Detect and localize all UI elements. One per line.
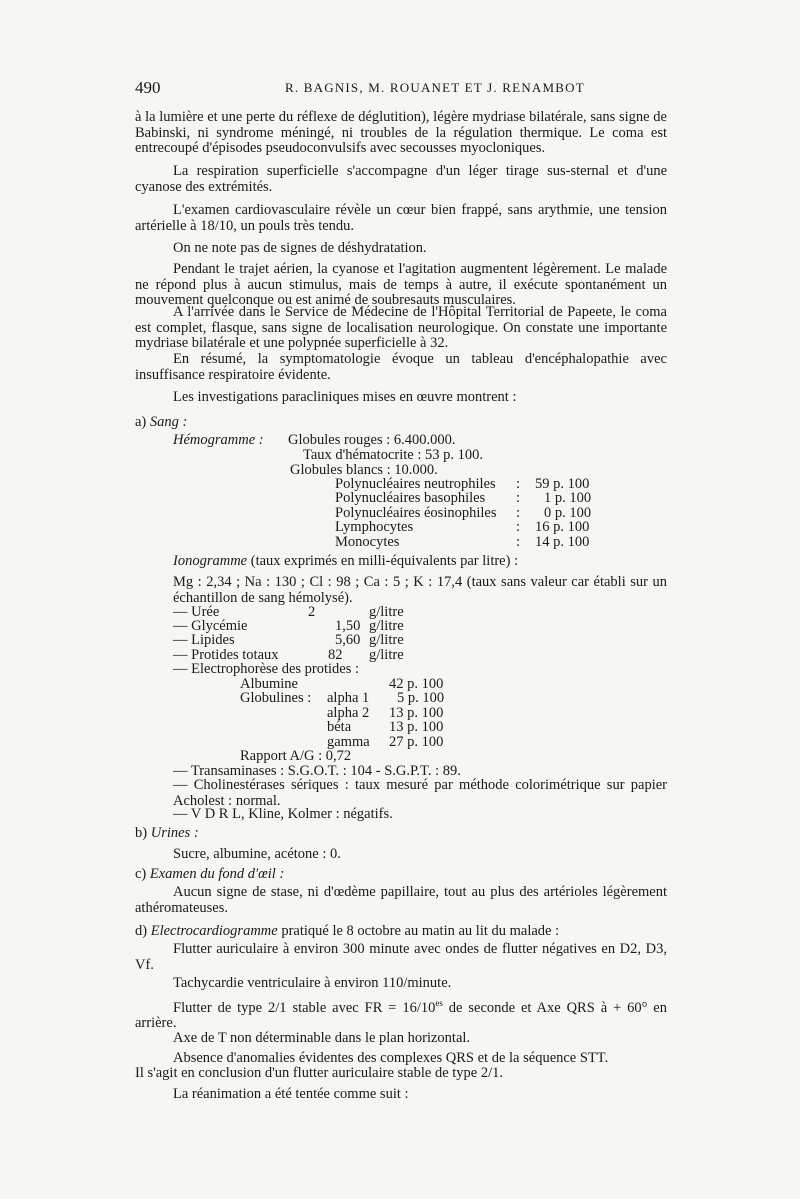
albumine-label: Albumine	[240, 676, 298, 692]
cholinesterases: — Cholinestérases sériques : taux mesuré par méthode colorimétrique sur papier Acholest : normal.	[173, 777, 667, 809]
formule-sep: :	[516, 476, 521, 492]
section-letter: c)	[135, 866, 147, 882]
paragraph-8: Les investigations paracliniques mises en œuvre montrent :	[173, 389, 517, 405]
chimie-unit: g/litre	[369, 618, 404, 634]
chimie-value: 5,60	[335, 632, 361, 648]
page-number: 490	[135, 78, 161, 97]
section-d-heading	[135, 923, 559, 939]
globuline-name: alpha 1	[327, 690, 370, 706]
formule-name: Lymphocytes	[335, 519, 414, 535]
section-letter: a)	[135, 414, 147, 430]
chimie-value: 2	[308, 604, 316, 620]
chimie-value: 82	[328, 647, 343, 663]
globules-rouges: Globules rouges : 6.400.000.	[288, 432, 456, 448]
hematocrite: Taux d'hématocrite : 53 p. 100.	[303, 447, 483, 463]
paragraph-5: Pendant le trajet aérien, la cyanose et l'agitation augmentent légèrement. Le malade ne répond plus à aucun stimulus, mais de temps à autre, il exécute spontanément un mouvement quelconque ou est animé de soubresauts musculaires.	[135, 261, 667, 308]
rapport-ag: Rapport A/G : 0,72	[240, 748, 352, 764]
ionogramme-note: (taux exprimés en milli-équivalents par litre) :	[250, 553, 519, 569]
section-title: Examen du fond d'œil :	[149, 866, 285, 882]
paragraph-1: à la lumière et une perte du réflexe de déglutition), légère mydriase bilatérale, sans signe de Babinski, ni syndrome méningé, ni troubles de la régulation thermique. Le coma est entrecoupé d'épisodes pseudoconvulsifs avec secousses myocloniques.	[135, 109, 667, 156]
running-title: R. BAGNIS, M. ROUANET ET J. RENAMBOT	[285, 80, 585, 95]
chimie-name: — Protides totaux	[173, 647, 279, 663]
globuline-name: béta	[327, 719, 352, 735]
paragraph-7: En résumé, la symptomatologie évoque un tableau d'encéphalopathie avec insuffisance respiratoire évidente.	[135, 351, 667, 383]
chimie-name: — Lipides	[173, 632, 235, 648]
ecg-line-5: Absence d'anomalies évidentes des complexes QRS et de la séquence STT.	[173, 1050, 609, 1066]
formule-name: Polynucléaires neutrophiles	[335, 476, 496, 492]
globuline-name: gamma	[327, 734, 370, 750]
formule-value: 0 p. 100	[544, 505, 592, 521]
paragraph-4: On ne note pas de signes de déshydratation.	[173, 240, 427, 256]
section-letter: d)	[135, 923, 148, 939]
section-title: Sang :	[149, 414, 188, 430]
section-title: Urines :	[150, 825, 199, 841]
chimie-name: — Urée	[173, 604, 220, 620]
formule-value: 59 p. 100	[535, 476, 590, 492]
formule-name: Polynucléaires basophiles	[335, 490, 486, 506]
paragraph-3: L'examen cardiovasculaire révèle un cœur bien frappé, sans arythmie, une tension artérielle à 18/10, un pouls très tendu.	[135, 202, 667, 234]
ecg-line-3a: Flutter de type 2/1 stable avec FR = 16/10	[173, 999, 436, 1016]
formule-value: 14 p. 100	[535, 534, 590, 550]
section-b-heading	[135, 825, 199, 841]
ecg-line-4: Axe de T non déterminable dans le plan horizontal.	[173, 1030, 471, 1046]
ecg-line-2: Tachycardie ventriculaire à environ 110/minute.	[173, 975, 452, 991]
urines-text: Sucre, albumine, acétone : 0.	[173, 846, 341, 862]
ecg-line-3-sup: es	[435, 998, 443, 1008]
section-c-heading	[135, 866, 284, 882]
paragraph-2: La respiration superficielle s'accompagne d'un léger tirage sus-sternal et d'une cyanose des extrémités.	[135, 163, 667, 195]
ecg-line-1: Flutter auriculaire à environ 300 minute avec ondes de flutter négatives en D2, D3, Vf.	[135, 941, 667, 973]
chimie-unit: g/litre	[369, 604, 404, 620]
ionogramme-values: Mg : 2,34 ; Na : 130 ; Cl : 98 ; Ca : 5 ; K : 17,4 (taux sans valeur car établi sur un échantillon de sang hémolysé).	[173, 574, 667, 606]
chimie-value: 1,50	[335, 618, 361, 634]
section-title-rest: pratiqué le 8 octobre au matin au lit du malade :	[281, 923, 560, 939]
globuline-value: 5 p. 100	[397, 690, 445, 706]
ionogramme-heading	[173, 553, 518, 569]
globuline-name: alpha 2	[327, 705, 370, 721]
ecg-line-3	[135, 996, 667, 1032]
section-a-heading	[135, 414, 187, 430]
transaminases: — Transaminases : S.G.O.T. : 104 - S.G.P.T. : 89.	[173, 763, 461, 779]
formule-value: 16 p. 100	[535, 519, 590, 535]
vdrl: — V D R L, Kline, Kolmer : négatifs.	[173, 806, 393, 822]
formule-value: 1 p. 100	[544, 490, 592, 506]
formule-name: Polynucléaires éosinophiles	[335, 505, 497, 521]
globuline-value: 27 p. 100	[389, 734, 444, 750]
formule-sep: :	[516, 534, 521, 550]
page-header	[135, 78, 667, 100]
formule-sep: :	[516, 505, 521, 521]
fond-oeil-text: Aucun signe de stase, ni d'œdème papillaire, tout au plus des artérioles légèrement athéromateuses.	[135, 884, 667, 916]
albumine-value: 42 p. 100	[389, 676, 444, 692]
paragraph-6: A l'arrivée dans le Service de Médecine de l'Hôpital Territorial de Papeete, le coma est complet, flasque, sans signe de localisation neurologique. On constate une importante mydriase bilatérale et une polypnée superficielle à 32.	[135, 304, 667, 351]
formule-sep: :	[516, 490, 521, 506]
globuline-value: 13 p. 100	[389, 705, 444, 721]
formule-sep: :	[516, 519, 521, 535]
section-title: Electrocardiogramme	[150, 923, 278, 939]
chimie-unit: g/litre	[369, 632, 404, 648]
ionogramme-label: Ionogramme	[173, 553, 248, 569]
ecg-line-3b: de seconde et Axe QRS à + 60° en arrière.	[135, 999, 667, 1032]
ecg-line-7: La réanimation a été tentée comme suit :	[173, 1086, 409, 1102]
section-letter: b)	[135, 825, 148, 841]
chimie-name: — Glycémie	[173, 618, 248, 634]
electrophorese-label: — Electrophorèse des protides :	[173, 661, 360, 677]
globuline-value: 13 p. 100	[389, 719, 444, 735]
formule-name: Monocytes	[335, 534, 400, 550]
chimie-unit: g/litre	[369, 647, 404, 663]
ecg-line-6: Il s'agit en conclusion d'un flutter auriculaire stable de type 2/1.	[135, 1065, 504, 1081]
globules-blancs: Globules blancs : 10.000.	[290, 462, 438, 478]
globulines-label: Globulines :	[240, 690, 312, 706]
hemogramme-label: Hémogramme :	[173, 432, 264, 448]
